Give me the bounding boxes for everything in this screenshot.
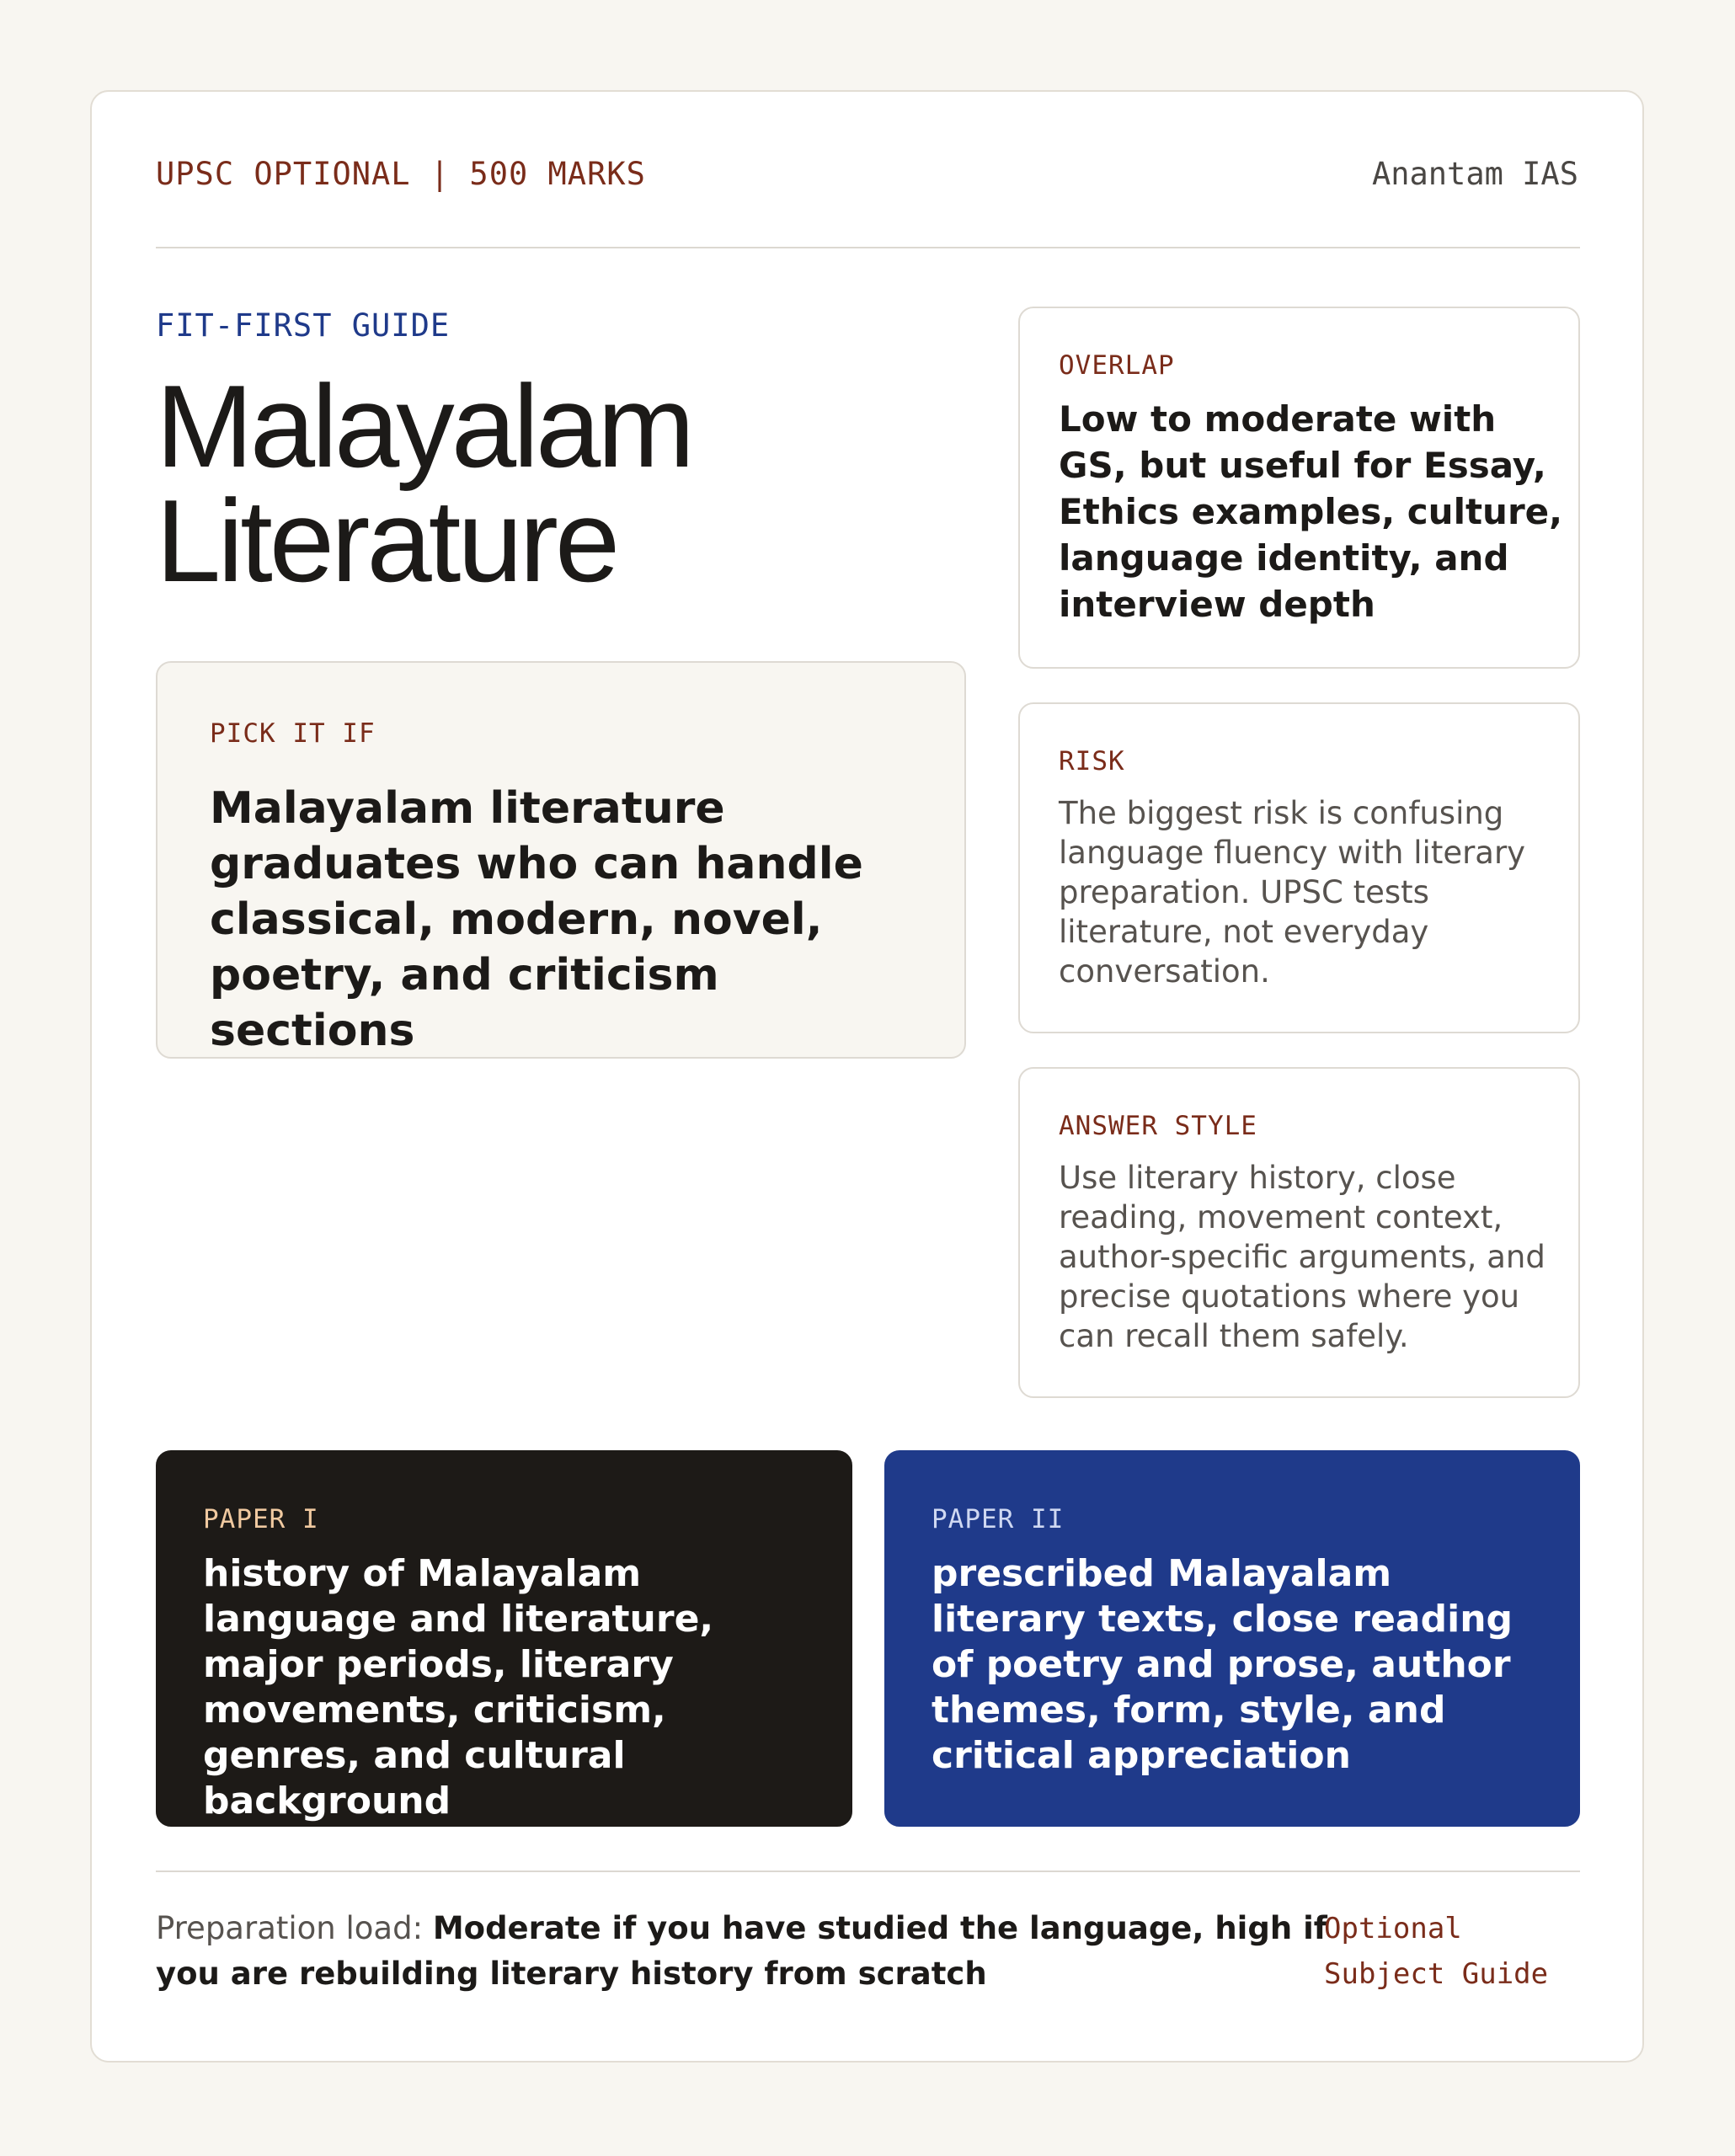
paper-2-label: PAPER II <box>932 1504 1065 1534</box>
overlap-card <box>1018 307 1580 669</box>
pick-it-if-label: PICK IT IF <box>210 718 376 749</box>
answer-style-card <box>1018 1067 1580 1398</box>
header-divider <box>156 247 1580 248</box>
exam-tagline: UPSC OPTIONAL | 500 MARKS <box>156 156 646 192</box>
subject-guide-tag-line-2: Subject Guide <box>1324 1957 1549 1991</box>
guide-card <box>90 90 1644 2063</box>
risk-text: The biggest risk is confusing language fluency with literary preparation. UPSC tests literature, not everyday conversation. <box>1059 795 1526 990</box>
paper-1-text: history of Malayalam language and literature, major periods, literary movements, criticism, genres, and cultural background <box>203 1552 714 1822</box>
preparation-load <box>156 1906 1385 1997</box>
subject-guide-tag-line-1: Optional <box>1324 1912 1462 1945</box>
risk-label: RISK <box>1059 746 1125 776</box>
overlap-text: Low to moderate with GS, but useful for Essay, Ethics examples, culture, language identity, and interview depth <box>1059 398 1563 625</box>
overlap-label: OVERLAP <box>1059 350 1175 381</box>
preparation-load-text: Moderate if you have studied the language, high if you are rebuilding literary history from scratch <box>156 1910 1327 1992</box>
paper-1-label: PAPER I <box>203 1504 319 1534</box>
footer-divider <box>156 1870 1580 1872</box>
pick-it-if-card <box>156 661 966 1059</box>
answer-style-label: ANSWER STYLE <box>1059 1111 1257 1141</box>
risk-card <box>1018 702 1580 1033</box>
guide-kicker: FIT-FIRST GUIDE <box>156 307 451 344</box>
pick-it-if-text: Malayalam literature graduates who can handle classical, modern, novel, poetry, and criticism sections <box>210 783 863 1056</box>
preparation-load-label: Preparation load: <box>156 1910 424 1946</box>
answer-style-text: Use literary history, close reading, movement context, author-specific arguments, and precise quotations where you can recall them safely. <box>1059 1160 1545 1354</box>
page-title: Malayalam Literature <box>156 361 692 606</box>
paper-2-text: prescribed Malayalam literary texts, close reading of poetry and prose, author themes, form, style, and critical appreciation <box>932 1552 1513 1777</box>
paper-1-card <box>156 1450 852 1827</box>
paper-2-card <box>884 1450 1580 1827</box>
subject-guide-tag <box>1324 1906 1577 1997</box>
brand-name: Anantam IAS <box>1371 156 1578 192</box>
